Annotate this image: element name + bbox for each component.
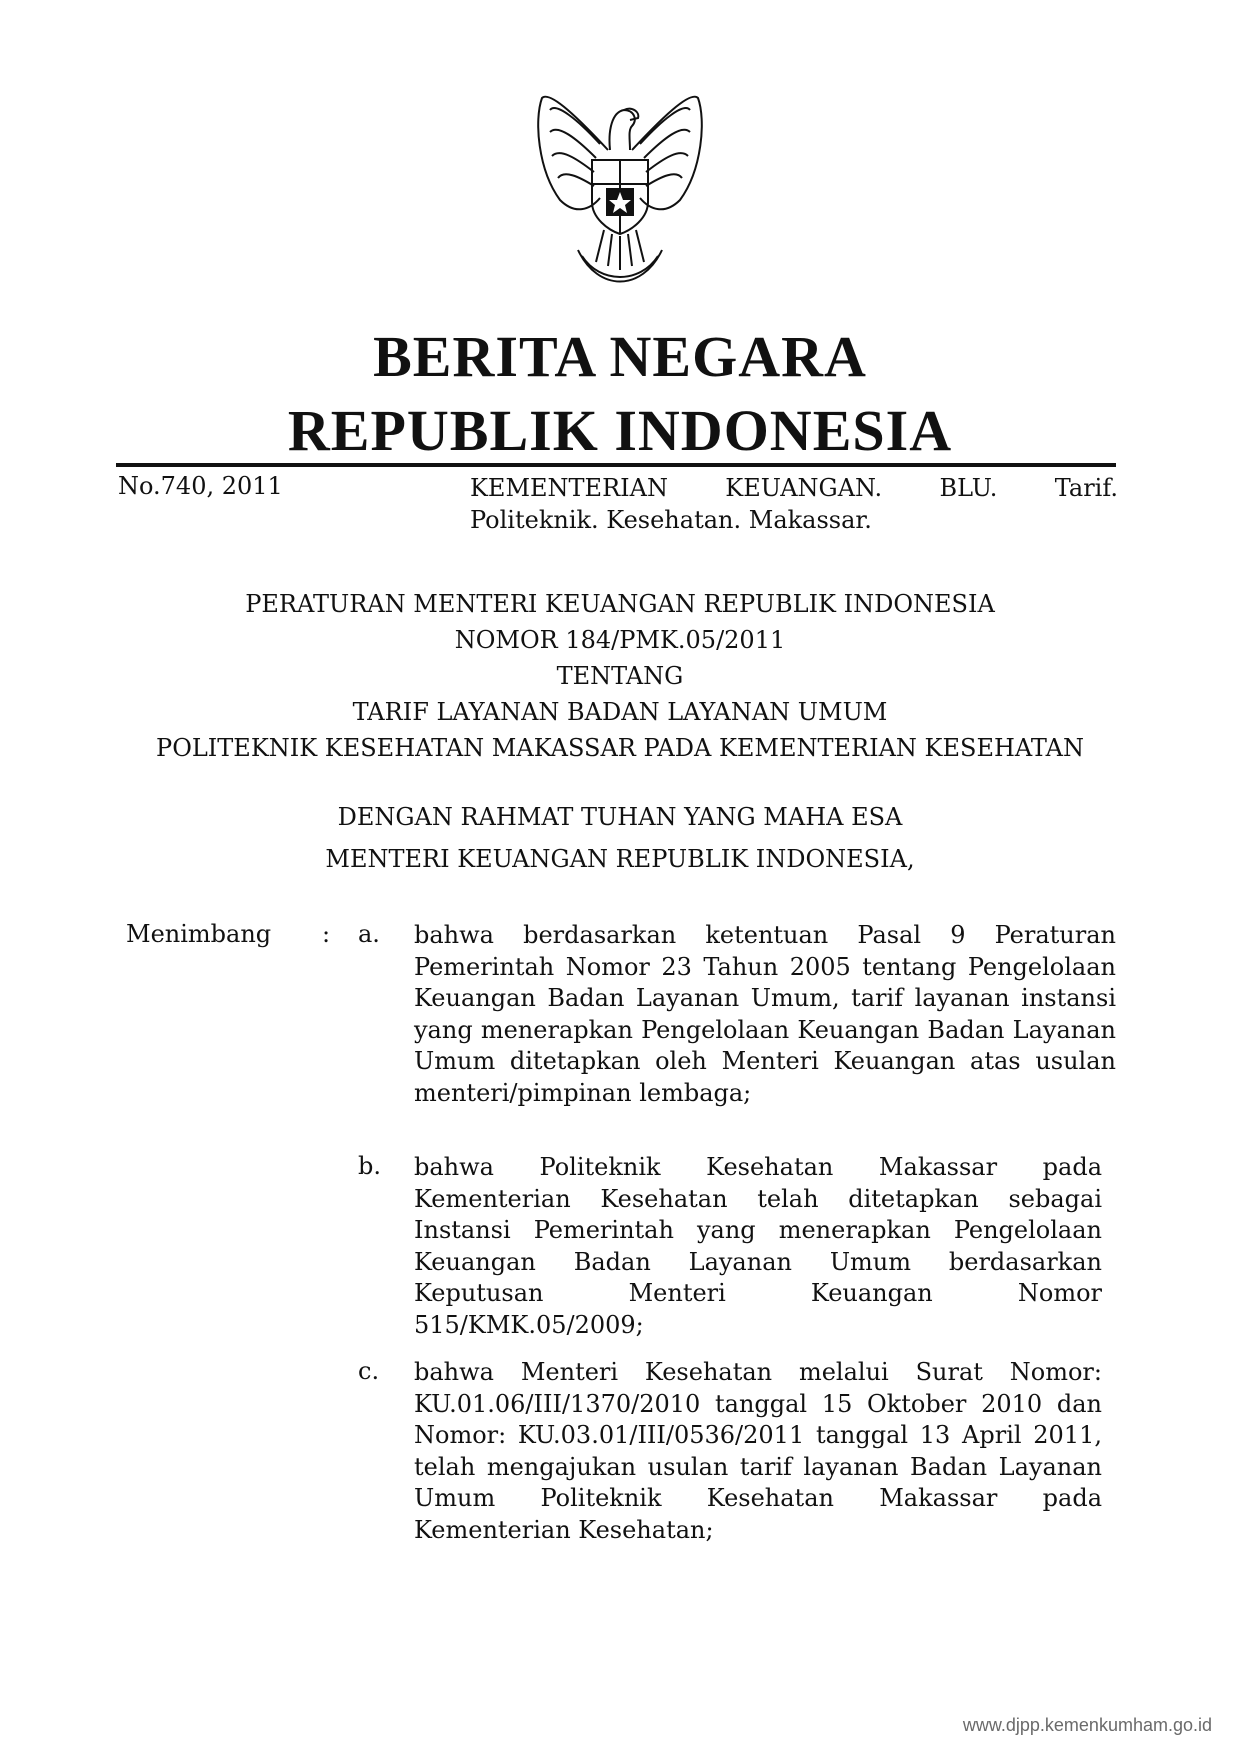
considering-label: Menimbang: [126, 920, 272, 948]
masthead-rule: [116, 463, 1116, 467]
subject-word: Tarif.: [1054, 474, 1118, 502]
preamble: [0, 796, 1240, 880]
title-line: TARIF LAYANAN BADAN LAYANAN UMUM: [352, 698, 888, 726]
title-line: PERATURAN MENTERI KEUANGAN REPUBLIK INDONESIA: [245, 590, 995, 618]
title-line: NOMOR 184/PMK.05/2011: [454, 626, 786, 654]
garuda-emblem-icon: [520, 80, 720, 300]
title-line: TENTANG: [556, 662, 684, 690]
gazette-subject: [470, 472, 1118, 536]
item-letter: b.: [358, 1152, 381, 1180]
masthead-line1: BERITA NEGARA: [373, 324, 867, 389]
item-text: bahwa Politeknik Kesehatan Makassar pada Kementerian Kesehatan telah ditetapkan sebagai Instansi Pemerintah yang menerapkan Pengelolaan Keuangan Badan Layanan Umum berdasarkan Keputusan Menteri Keuangan Nomor 515/KMK.05/2009;: [414, 1153, 1102, 1339]
preamble-line: MENTERI KEUANGAN REPUBLIK INDONESIA,: [325, 845, 915, 873]
item-text: bahwa berdasarkan ketentuan Pasal 9 Peraturan Pemerintah Nomor 23 Tahun 2005 tentang Pengelolaan Keuangan Badan Layanan Umum, tarif layanan instansi yang menerapkan Pengelolaan Keuangan Badan Layanan Umum ditetapkan oleh Menteri Keuangan atas usulan menteri/pimpinan lembaga;: [414, 921, 1116, 1107]
masthead-line2: REPUBLIK INDONESIA: [287, 398, 953, 463]
footer-url: www.djpp.kemenkumham.go.id: [962, 1715, 1212, 1735]
regulation-title: [0, 586, 1240, 766]
considering-colon: :: [322, 920, 331, 948]
title-line: POLITEKNIK KESEHATAN MAKASSAR PADA KEMENTERIAN KESEHATAN: [156, 734, 1084, 762]
subject-line2: Politeknik. Kesehatan. Makassar.: [470, 506, 872, 534]
preamble-line: DENGAN RAHMAT TUHAN YANG MAHA ESA: [337, 803, 903, 831]
gazette-number: No.740, 2011: [118, 472, 283, 500]
item-text: bahwa Menteri Kesehatan melalui Surat Nomor: KU.01.06/III/1370/2010 tanggal 15 Oktober 2010 dan Nomor: KU.03.01/III/0536/2011 tanggal 13 April 2011, telah mengajukan usulan tarif layanan Badan Layanan Umum Politeknik Kesehatan Makassar pada Kementerian Kesehatan;: [414, 1358, 1102, 1544]
item-letter: c.: [358, 1357, 380, 1385]
subject-word: BLU.: [939, 474, 998, 502]
subject-word: KEUANGAN.: [725, 474, 883, 502]
subject-word: KEMENTERIAN: [470, 474, 668, 502]
item-letter: a.: [358, 920, 380, 948]
